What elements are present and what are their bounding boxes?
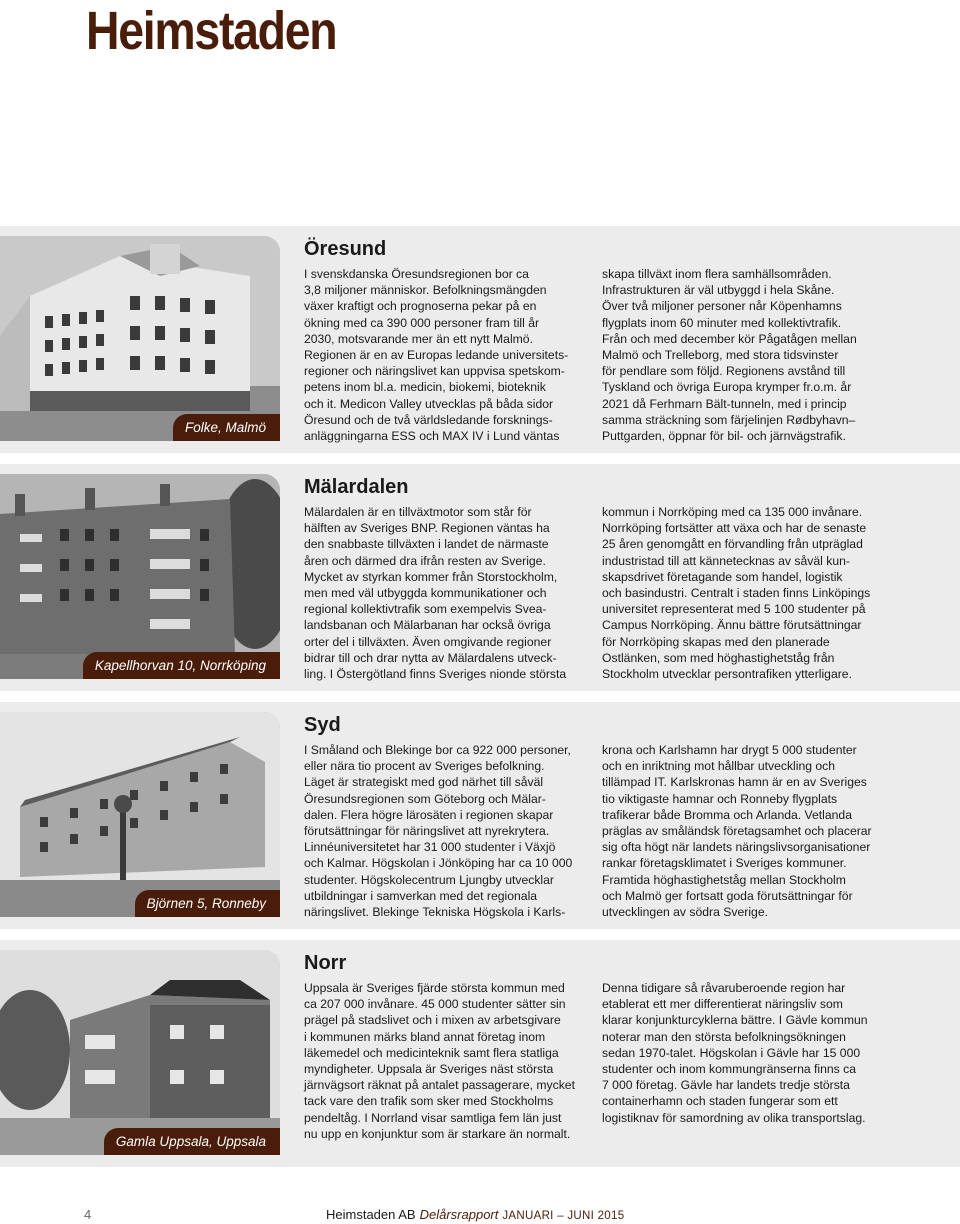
building-photo-gamla-uppsala — [0, 950, 280, 1155]
footer-report-name: Delårsrapport — [419, 1207, 499, 1222]
footer-period: JANUARI – JUNI 2015 — [502, 1210, 625, 1222]
region-photo — [0, 950, 280, 1155]
region-malardalen — [0, 464, 960, 691]
region-title: Mälardalen — [304, 476, 409, 498]
region-text-right: skapa tillväxt inom flera samhällsområden. Infrastrukturen är väl utbyggd i hela Skåne. Över två miljoner personer når Köpenhamns flygplats inom 60 minuter med kollektivtrafik. Från och med december kör Pågatågen mellan Malmö och Trelleborg, med stora tidsvinster för pendlare som följd. Regionens avstånd till Tyskland och övriga Europa krymper fr.o.m. år 2021 då Ferhmarn Bält-tunneln, med i princip samma sträckning som färjelinjen Rødbyhavn– Puttgarden, öppnar för bil- och järnvägstrafik. — [602, 267, 857, 444]
region-title: Öresund — [304, 238, 387, 260]
region-title: Syd — [304, 714, 341, 736]
region-text-left: I svenskdanska Öresundsregionen bor ca 3,8 miljoner människor. Befolkningsmängden växer kraftigt och prognoserna pekar på en ökning med ca 390 000 personer fram till år 2030, motsvarande mer än ett nytt Malmö. Regionen är en av Europas ledande universitets- regioner och näringslivet kan uppvisa spetskom- petens inom bl.a. medicin, biokemi, bioteknik och it. Medicon Valley utvecklas på båda sidor Öresund och de två världsledande forsknings- anläggningarna ESS och MAX IV i Lund väntas — [304, 267, 569, 444]
region-text-left: Mälardalen är en tillväxtmotor som står för hälften av Sveriges BNP. Regionen väntas ha den snabbaste tillväxten i landet de närmaste åren och därmed dra ifrån resten av Sverige. Mycket av styrkan kommer från Storstockholm, men med väl utbyggda kommunikationer och regional kollektivtrafik som exempelvis Svea- landsbanan och Mälarbanan har också övriga orter del i tillväxten. Även omgivande regioner bidrar till och drar nytta av Mälardalens utveck- ling. I Östergötland finns Sveriges nionde största — [304, 505, 567, 682]
region-text-left: I Småland och Blekinge bor ca 922 000 personer, eller nära tio procent av Sveriges befolkning. Läget är strategiskt med god närhet till såväl Öresundsregionen som Göteborg och Mälar- dalen. Flera högre lärosäten i regionen skapar förutsättningar för näringslivet att nyrekrytera. Linnéuniversitetet har 31 000 studenter i Växjö och Kalmar. Högskolan i Jönköping har ca 10 000 studenter. Högskolecentrum Ljungby utvecklar utbildningar i samverkan med det regionala näringslivet. Blekinge Tekniska Högskola i Karls- — [304, 743, 573, 920]
photo-caption: Gamla Uppsala, Uppsala — [104, 1128, 280, 1155]
region-norr — [0, 940, 960, 1167]
brand-logo: Heimstaden — [86, 1, 337, 61]
region-text-left: Uppsala är Sveriges fjärde största kommun med ca 207 000 invånare. 45 000 studenter sätter sin prägel på stadslivet och i mixen av arbetsgivare i kommunen märks bland annat företag inom läkemedel och medicinteknik samt flera statliga myndigheter. Uppsala är Sveriges näst största järnvägsort räknat på antalet passagerare, mycket tack vare den trafik som sker med Stockholms pendeltåg. I Norrland visar samtliga fem län just nu upp en konjunktur som är starkare än normalt. — [304, 981, 575, 1141]
region-syd — [0, 702, 960, 929]
page-number: 4 — [84, 1207, 92, 1222]
building-photo-kapellhorvan — [0, 474, 280, 679]
photo-caption: Folke, Malmö — [173, 414, 280, 441]
region-text-right: Denna tidigare så råvaruberoende region har etablerat ett mer differentierat näringsliv som klarar konjunkturcyklerna bättre. I Gävle kommun noterar man den största befolkningsökningen sedan 1970-talet. Högskolan i Gävle har 15 000 studenter och inom kommungränserna finns ca 7 000 företag. Gävle har landets tredje största containerhamn och staden fungerar som ett logistiknav för samordning av olika transportslag. — [602, 981, 868, 1125]
region-photo — [0, 712, 280, 917]
footer-company: Heimstaden AB — [326, 1207, 416, 1222]
region-photo — [0, 474, 280, 679]
footer-report-line — [326, 1207, 624, 1224]
building-photo-folke — [0, 236, 280, 441]
photo-caption: Kapellhorvan 10, Norrköping — [83, 652, 280, 679]
region-text-right: krona och Karlshamn har drygt 5 000 studenter och en inriktning mot hållbar utveckling och tillämpad IT. Karlskronas hamn är en av Sveriges tio viktigaste hamnar och Ronneby flygplats trafikerar både Bromma och Arlanda. Vetlanda präglas av småländsk företagsamhet och placerar sig ofta högt när landets näringslivsorganisationer rankar företagsklimatet i Sveriges kommuner. Framtida höghastighetståg mellan Stockholm och Malmö ger fortsatt goda förutsättningar för utvecklingen av södra Sverige. — [602, 743, 872, 920]
region-text-right: kommun i Norrköping med ca 135 000 invånare. Norrköping fortsätter att växa och har de senaste 25 åren genomgått en förvandling från utpräglad industristad till att kännetecknas av såväl kun- skapsdrivet företagande som handel, logistik och basindustri. Centralt i staden finns Linköpings universitet representerat med 5 100 studenter på Campus Norrköping. Ännu bättre förutsättningar för Norrköping skapas med den planerade Ostlänken, som med höghastighetståg från Stockholm utvecklar persontrafiken ytterligare. — [602, 505, 871, 682]
region-oresund — [0, 226, 960, 453]
photo-caption: Björnen 5, Ronneby — [135, 890, 280, 917]
building-photo-bjornen — [0, 712, 280, 917]
region-photo — [0, 236, 280, 441]
region-title: Norr — [304, 952, 347, 974]
